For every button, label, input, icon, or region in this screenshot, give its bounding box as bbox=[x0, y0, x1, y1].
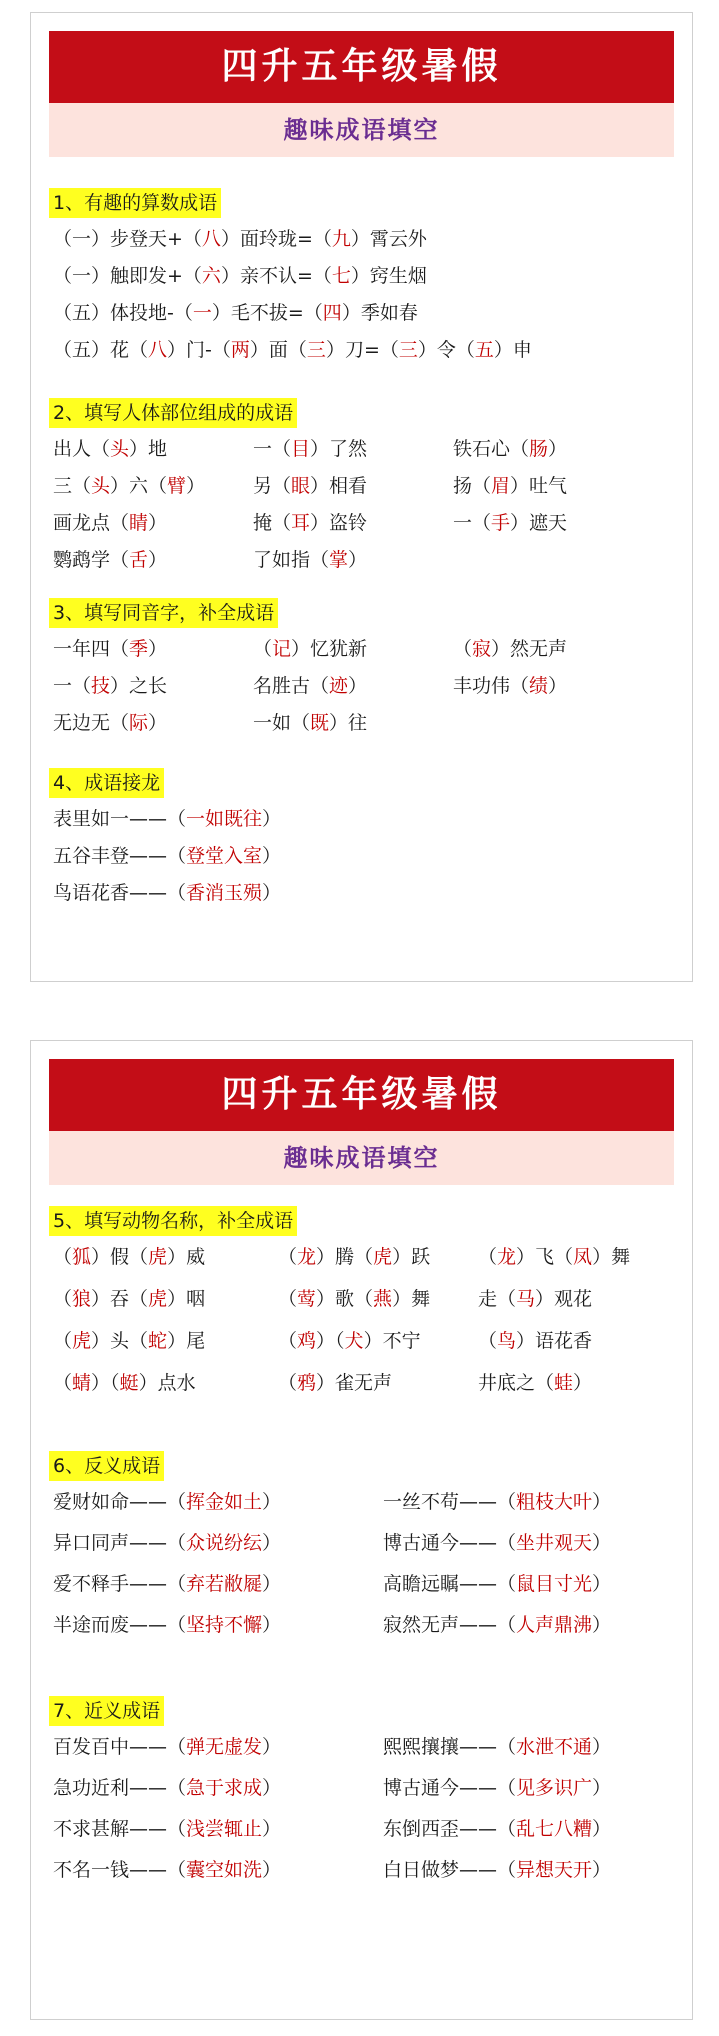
idiom-text: 一丝不苟——（ bbox=[383, 1491, 517, 1513]
answer-text: 舌 bbox=[129, 549, 149, 571]
idiom-text: ）观花 bbox=[535, 1288, 593, 1310]
idiom-text: ） bbox=[592, 1532, 612, 1554]
section-title: 5、填写动物名称，补全成语 bbox=[49, 1206, 297, 1236]
idiom-text: ）申 bbox=[493, 339, 532, 361]
answer-text: 异想天开 bbox=[516, 1859, 593, 1881]
idiom-row bbox=[53, 1609, 682, 1641]
idiom-cell bbox=[453, 633, 567, 665]
idiom-cell bbox=[53, 1527, 281, 1559]
idiom-cell bbox=[253, 507, 367, 539]
answer-text: 鸡 bbox=[297, 1330, 317, 1352]
idiom-row bbox=[53, 507, 682, 539]
answer-text: 虎 bbox=[72, 1330, 92, 1352]
answer-text: 两 bbox=[230, 339, 250, 361]
idiom-text: ）尾 bbox=[167, 1330, 206, 1352]
answer-text: 犬 bbox=[344, 1330, 364, 1352]
idiom-text: 一（ bbox=[453, 512, 492, 534]
idiom-text: ）头（ bbox=[91, 1330, 149, 1352]
idiom-text: ）面（ bbox=[249, 339, 307, 361]
idiom-cell bbox=[53, 1486, 281, 1518]
idiom-cell bbox=[53, 544, 167, 576]
idiom-text: 寂然无声——（ bbox=[383, 1614, 517, 1636]
idiom-text: ）（ bbox=[316, 1330, 345, 1352]
idiom-text: 半途而废——（ bbox=[53, 1614, 187, 1636]
answer-text: 乱七八糟 bbox=[516, 1818, 593, 1840]
idiom-text: ）飞（ bbox=[516, 1246, 574, 1268]
page-title: 四升五年级暑假 bbox=[49, 31, 674, 103]
idiom-text: （ bbox=[53, 1288, 73, 1310]
idiom-text: ）季如春 bbox=[341, 302, 418, 324]
idiom-text: ）遮天 bbox=[510, 512, 568, 534]
answer-text: 五 bbox=[474, 339, 494, 361]
answer-text: 虎 bbox=[148, 1246, 168, 1268]
idiom-row bbox=[53, 670, 682, 702]
answer-text: 八 bbox=[148, 339, 168, 361]
idiom-text: ）忆犹新 bbox=[291, 638, 368, 660]
idiom-cell bbox=[453, 670, 567, 702]
idiom-row bbox=[53, 1813, 682, 1845]
answer-text: 马 bbox=[516, 1288, 536, 1310]
idiom-cell bbox=[53, 1609, 281, 1641]
idiom-text: ）六（ bbox=[110, 475, 168, 497]
idiom-cell bbox=[383, 1609, 611, 1641]
idiom-text: 博古通今——（ bbox=[383, 1532, 517, 1554]
section-title: 1、有趣的算数成语 bbox=[49, 188, 221, 218]
idiom-text: ）了然 bbox=[310, 438, 368, 460]
idiom-row bbox=[53, 840, 682, 872]
answer-text: 粗枝大叶 bbox=[516, 1491, 593, 1513]
answer-text: 三 bbox=[306, 339, 326, 361]
idiom-text: 另（ bbox=[253, 475, 292, 497]
answer-text: 鼠目寸光 bbox=[516, 1573, 593, 1595]
idiom-text: 一年四（ bbox=[53, 638, 130, 660]
answer-text: 浅尝辄止 bbox=[186, 1818, 263, 1840]
idiom-cell bbox=[453, 507, 567, 539]
idiom-text: 表里如一——（ bbox=[53, 808, 187, 830]
answer-text: 臂 bbox=[167, 475, 187, 497]
answer-text: 莺 bbox=[297, 1288, 317, 1310]
answer-text: 龙 bbox=[497, 1246, 517, 1268]
idiom-row bbox=[53, 470, 682, 502]
idiom-row bbox=[53, 334, 682, 366]
idiom-text: ） bbox=[262, 1777, 282, 1799]
answer-text: 九 bbox=[331, 228, 351, 250]
answer-text: 一如既往 bbox=[186, 808, 263, 830]
answer-text: 鸟 bbox=[497, 1330, 517, 1352]
answer-text: 人声鼎沸 bbox=[516, 1614, 593, 1636]
answer-text: 肠 bbox=[529, 438, 549, 460]
idiom-row bbox=[53, 1527, 682, 1559]
idiom-cell bbox=[478, 1283, 592, 1315]
idiom-cell bbox=[53, 1731, 281, 1763]
idiom-cell bbox=[383, 1854, 611, 1886]
idiom-text: 熙熙攘攘——（ bbox=[383, 1736, 517, 1758]
idiom-text: （ bbox=[453, 638, 473, 660]
answer-text: 众说纷纭 bbox=[186, 1532, 263, 1554]
idiom-text: 一（ bbox=[253, 438, 292, 460]
idiom-text: 鸟语花香——（ bbox=[53, 882, 187, 904]
page-title: 四升五年级暑假 bbox=[49, 1059, 674, 1131]
idiom-row bbox=[53, 1731, 682, 1763]
answer-text: 虎 bbox=[373, 1246, 393, 1268]
idiom-text: ） bbox=[348, 549, 368, 571]
idiom-text: 不名一钱——（ bbox=[53, 1859, 187, 1881]
idiom-text: ） bbox=[186, 475, 206, 497]
idiom-cell bbox=[383, 1813, 611, 1845]
idiom-row bbox=[53, 544, 682, 576]
idiom-row bbox=[53, 1854, 682, 1886]
idiom-text: 铁石心（ bbox=[453, 438, 530, 460]
idiom-text: ） bbox=[148, 712, 168, 734]
answer-text: 急于求成 bbox=[186, 1777, 263, 1799]
idiom-text: ） bbox=[262, 1818, 282, 1840]
idiom-text: ）语花香 bbox=[516, 1330, 593, 1352]
idiom-text: ） bbox=[262, 1614, 282, 1636]
idiom-row bbox=[53, 223, 682, 255]
idiom-cell bbox=[278, 1241, 430, 1273]
idiom-text: ）亲不认=（ bbox=[220, 265, 332, 287]
idiom-row bbox=[53, 1325, 682, 1357]
idiom-cell bbox=[383, 1527, 611, 1559]
idiom-text: ） bbox=[592, 1818, 612, 1840]
idiom-cell bbox=[253, 670, 367, 702]
idiom-text: ）（ bbox=[91, 1372, 120, 1394]
idiom-text: ）之长 bbox=[110, 675, 168, 697]
idiom-text: ）然无声 bbox=[491, 638, 568, 660]
idiom-text: 不求甚解——（ bbox=[53, 1818, 187, 1840]
idiom-cell bbox=[253, 707, 367, 739]
idiom-text: ）吐气 bbox=[510, 475, 568, 497]
answer-text: 一 bbox=[192, 302, 212, 324]
answer-text: 虎 bbox=[148, 1288, 168, 1310]
idiom-text: （一）步登天+（ bbox=[53, 228, 202, 250]
idiom-cell bbox=[53, 670, 167, 702]
idiom-text: 异口同声——（ bbox=[53, 1532, 187, 1554]
idiom-text: ）咽 bbox=[167, 1288, 206, 1310]
page-subtitle: 趣味成语填空 bbox=[49, 103, 674, 157]
idiom-row bbox=[53, 1241, 682, 1273]
page-subtitle: 趣味成语填空 bbox=[49, 1131, 674, 1185]
answer-text: 目 bbox=[291, 438, 311, 460]
idiom-text: ）假（ bbox=[91, 1246, 149, 1268]
answer-text: 既 bbox=[310, 712, 330, 734]
idiom-text: 高瞻远瞩——（ bbox=[383, 1573, 517, 1595]
idiom-row bbox=[53, 803, 682, 835]
idiom-cell bbox=[53, 1241, 205, 1273]
idiom-text: 急功近利——（ bbox=[53, 1777, 187, 1799]
idiom-cell bbox=[278, 1367, 392, 1399]
answer-text: 登堂入室 bbox=[186, 845, 263, 867]
idiom-row bbox=[53, 1772, 682, 1804]
idiom-text: ） bbox=[262, 1532, 282, 1554]
answer-text: 弹无虚发 bbox=[186, 1736, 263, 1758]
idiom-text: ）跃 bbox=[392, 1246, 431, 1268]
idiom-text: 掩（ bbox=[253, 512, 292, 534]
idiom-row bbox=[53, 633, 682, 665]
idiom-text: ）腾（ bbox=[316, 1246, 374, 1268]
idiom-text: ） bbox=[148, 512, 168, 534]
idiom-text: 爱财如命——（ bbox=[53, 1491, 187, 1513]
idiom-text: 一（ bbox=[53, 675, 92, 697]
idiom-text: （ bbox=[53, 1246, 73, 1268]
answer-text: 寂 bbox=[472, 638, 492, 660]
idiom-text: ）令（ bbox=[417, 339, 475, 361]
idiom-row bbox=[53, 433, 682, 465]
idiom-text: 走（ bbox=[478, 1288, 517, 1310]
idiom-text: ） bbox=[592, 1614, 612, 1636]
idiom-text: ）往 bbox=[329, 712, 368, 734]
idiom-text: ）吞（ bbox=[91, 1288, 149, 1310]
answer-text: 凤 bbox=[573, 1246, 593, 1268]
idiom-cell bbox=[53, 1813, 281, 1845]
idiom-text: 扬（ bbox=[453, 475, 492, 497]
idiom-cell bbox=[253, 470, 367, 502]
worksheet-page-1 bbox=[30, 12, 693, 982]
idiom-row bbox=[53, 260, 682, 292]
idiom-text: ） bbox=[592, 1491, 612, 1513]
idiom-text: 五谷丰登——（ bbox=[53, 845, 187, 867]
answer-text: 掌 bbox=[329, 549, 349, 571]
idiom-cell bbox=[383, 1568, 611, 1600]
idiom-row bbox=[53, 1283, 682, 1315]
idiom-text: ）窍生烟 bbox=[350, 265, 427, 287]
idiom-cell bbox=[53, 470, 205, 502]
idiom-text: 无边无（ bbox=[53, 712, 130, 734]
idiom-cell bbox=[53, 433, 167, 465]
answer-text: 蛙 bbox=[554, 1372, 574, 1394]
idiom-cell bbox=[53, 1772, 281, 1804]
idiom-cell bbox=[478, 1367, 592, 1399]
idiom-cell bbox=[53, 1854, 281, 1886]
idiom-text: ） bbox=[262, 845, 282, 867]
answer-text: 八 bbox=[201, 228, 221, 250]
idiom-text: （ bbox=[53, 1330, 73, 1352]
idiom-text: ） bbox=[148, 549, 168, 571]
idiom-text: （ bbox=[53, 1372, 73, 1394]
idiom-text: ） bbox=[148, 638, 168, 660]
idiom-text: 鹦鹉学（ bbox=[53, 549, 130, 571]
answer-text: 眉 bbox=[491, 475, 511, 497]
answer-text: 香消玉殒 bbox=[186, 882, 263, 904]
idiom-text: 画龙点（ bbox=[53, 512, 130, 534]
answer-text: 六 bbox=[201, 265, 221, 287]
idiom-text: ） bbox=[573, 1372, 593, 1394]
idiom-text: （ bbox=[253, 638, 273, 660]
idiom-text: ）毛不拔=（ bbox=[211, 302, 323, 324]
idiom-text: ） bbox=[592, 1859, 612, 1881]
idiom-text: （五）花（ bbox=[53, 339, 149, 361]
idiom-text: 名胜古（ bbox=[253, 675, 330, 697]
idiom-cell bbox=[478, 1241, 630, 1273]
idiom-text: 百发百中——（ bbox=[53, 1736, 187, 1758]
answer-text: 七 bbox=[331, 265, 351, 287]
idiom-text: （ bbox=[278, 1288, 298, 1310]
idiom-text: 博古通今——（ bbox=[383, 1777, 517, 1799]
idiom-cell bbox=[253, 433, 367, 465]
idiom-row bbox=[53, 877, 682, 909]
answer-text: 囊空如洗 bbox=[186, 1859, 263, 1881]
idiom-text: （ bbox=[478, 1246, 498, 1268]
idiom-text: ）不宁 bbox=[363, 1330, 421, 1352]
idiom-text: ）盗铃 bbox=[310, 512, 368, 534]
answer-text: 狼 bbox=[72, 1288, 92, 1310]
idiom-cell bbox=[453, 470, 567, 502]
answer-text: 蜓 bbox=[119, 1372, 139, 1394]
answer-text: 坚持不懈 bbox=[186, 1614, 263, 1636]
idiom-row bbox=[53, 1367, 682, 1399]
answer-text: 绩 bbox=[529, 675, 549, 697]
section-title: 6、反义成语 bbox=[49, 1451, 164, 1481]
answer-text: 头 bbox=[110, 438, 130, 460]
answer-text: 耳 bbox=[291, 512, 311, 534]
idiom-row bbox=[53, 707, 682, 739]
idiom-text: （一）触即发+（ bbox=[53, 265, 202, 287]
idiom-text: （五）体投地-（ bbox=[53, 302, 193, 324]
idiom-cell bbox=[53, 1325, 205, 1357]
idiom-text: 东倒西歪——（ bbox=[383, 1818, 517, 1840]
idiom-text: ） bbox=[592, 1777, 612, 1799]
idiom-text: ） bbox=[262, 1491, 282, 1513]
idiom-cell bbox=[53, 707, 167, 739]
answer-text: 燕 bbox=[373, 1288, 393, 1310]
answer-text: 坐井观天 bbox=[516, 1532, 593, 1554]
idiom-row bbox=[53, 1486, 682, 1518]
idiom-text: ）门-（ bbox=[167, 339, 231, 361]
idiom-text: 了如指（ bbox=[253, 549, 330, 571]
idiom-cell bbox=[53, 1283, 205, 1315]
answer-text: 际 bbox=[129, 712, 149, 734]
idiom-text: ）点水 bbox=[138, 1372, 196, 1394]
idiom-text: （ bbox=[278, 1372, 298, 1394]
section-title: 3、填写同音字，补全成语 bbox=[49, 598, 278, 628]
idiom-cell bbox=[53, 1568, 281, 1600]
answer-text: 蛇 bbox=[148, 1330, 168, 1352]
idiom-cell bbox=[53, 1367, 196, 1399]
idiom-text: ） bbox=[548, 438, 568, 460]
idiom-text: ） bbox=[592, 1736, 612, 1758]
idiom-text: ）相看 bbox=[310, 475, 368, 497]
idiom-cell bbox=[253, 544, 367, 576]
idiom-row bbox=[53, 1568, 682, 1600]
section-title: 4、成语接龙 bbox=[49, 768, 164, 798]
idiom-text: ） bbox=[262, 1736, 282, 1758]
idiom-text: ）霄云外 bbox=[350, 228, 427, 250]
idiom-text: ）刀=（ bbox=[325, 339, 399, 361]
idiom-cell bbox=[53, 507, 167, 539]
idiom-text: ） bbox=[262, 808, 282, 830]
idiom-text: （ bbox=[278, 1246, 298, 1268]
idiom-cell bbox=[383, 1486, 611, 1518]
answer-text: 睛 bbox=[129, 512, 149, 534]
idiom-cell bbox=[383, 1731, 611, 1763]
idiom-text: ）面玲珑=（ bbox=[220, 228, 332, 250]
idiom-text: ）舞 bbox=[392, 1288, 431, 1310]
idiom-text: ）舞 bbox=[592, 1246, 631, 1268]
answer-text: 头 bbox=[91, 475, 111, 497]
answer-text: 狐 bbox=[72, 1246, 92, 1268]
answer-text: 眼 bbox=[291, 475, 311, 497]
answer-text: 蜻 bbox=[72, 1372, 92, 1394]
answer-text: 记 bbox=[272, 638, 292, 660]
idiom-cell bbox=[53, 633, 167, 665]
idiom-text: 丰功伟（ bbox=[453, 675, 530, 697]
answer-text: 季 bbox=[129, 638, 149, 660]
idiom-text: ） bbox=[262, 1859, 282, 1881]
idiom-text: （ bbox=[278, 1330, 298, 1352]
idiom-text: ） bbox=[348, 675, 368, 697]
idiom-text: 爱不释手——（ bbox=[53, 1573, 187, 1595]
idiom-text: ） bbox=[548, 675, 568, 697]
idiom-cell bbox=[253, 633, 367, 665]
idiom-cell bbox=[383, 1772, 611, 1804]
answer-text: 技 bbox=[91, 675, 111, 697]
idiom-text: ）威 bbox=[167, 1246, 206, 1268]
answer-text: 弃若敝屣 bbox=[186, 1573, 263, 1595]
idiom-cell bbox=[278, 1283, 430, 1315]
idiom-text: ）地 bbox=[129, 438, 168, 460]
answer-text: 迹 bbox=[329, 675, 349, 697]
idiom-cell bbox=[278, 1325, 421, 1357]
answer-text: 手 bbox=[491, 512, 511, 534]
answer-text: 水泄不通 bbox=[516, 1736, 593, 1758]
answer-text: 鸦 bbox=[297, 1372, 317, 1394]
idiom-text: ）雀无声 bbox=[316, 1372, 393, 1394]
worksheet-page-2 bbox=[30, 1040, 693, 2020]
idiom-cell bbox=[478, 1325, 592, 1357]
idiom-text: 井底之（ bbox=[478, 1372, 555, 1394]
idiom-text: ） bbox=[262, 1573, 282, 1595]
idiom-row bbox=[53, 297, 682, 329]
answer-text: 四 bbox=[322, 302, 342, 324]
answer-text: 挥金如土 bbox=[186, 1491, 263, 1513]
idiom-text: ） bbox=[262, 882, 282, 904]
idiom-text: 一如（ bbox=[253, 712, 311, 734]
idiom-text: ）歌（ bbox=[316, 1288, 374, 1310]
idiom-text: 白日做梦——（ bbox=[383, 1859, 517, 1881]
idiom-cell bbox=[453, 433, 567, 465]
idiom-text: ） bbox=[592, 1573, 612, 1595]
section-title: 2、填写人体部位组成的成语 bbox=[49, 398, 297, 428]
answer-text: 见多识广 bbox=[516, 1777, 593, 1799]
section-title: 7、近义成语 bbox=[49, 1696, 164, 1726]
idiom-text: 三（ bbox=[53, 475, 92, 497]
idiom-text: （ bbox=[478, 1330, 498, 1352]
idiom-text: 出人（ bbox=[53, 438, 111, 460]
answer-text: 三 bbox=[398, 339, 418, 361]
answer-text: 龙 bbox=[297, 1246, 317, 1268]
